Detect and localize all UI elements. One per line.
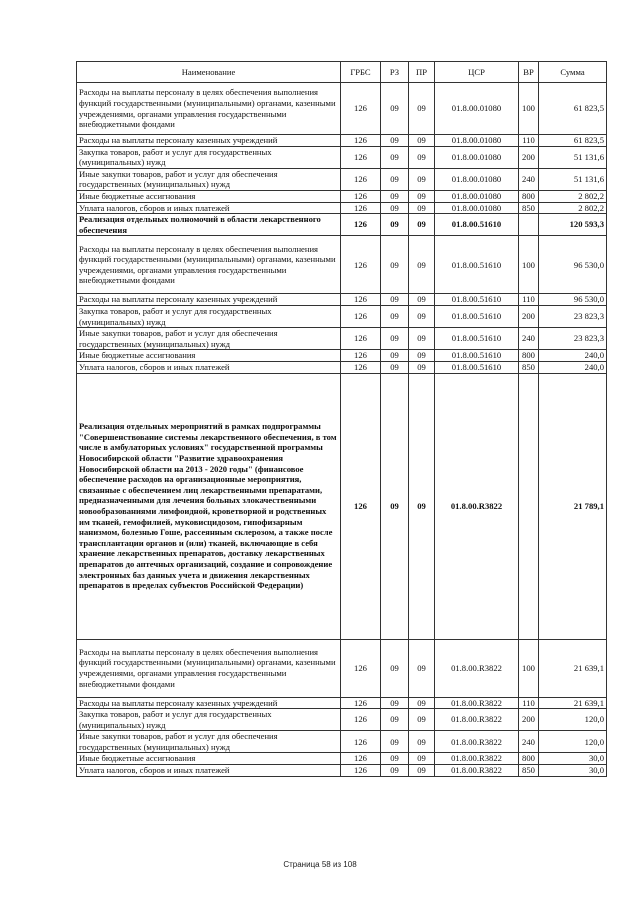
cell-name: Уплата налогов, сборов и иных платежей: [77, 765, 341, 777]
cell-pr: 09: [409, 328, 435, 350]
cell-csr: 01.8.00.01080: [435, 190, 519, 202]
cell-name: Расходы на выплаты персоналу в целях обеспечения выполнения функций государственными (муниципальными) органами, казенными учреждениями, органами управления государственными внебюджетными фондами: [77, 236, 341, 294]
cell-rz: 09: [381, 83, 409, 135]
cell-sum: 2 802,2: [539, 202, 607, 214]
cell-sum: 61 823,5: [539, 135, 607, 147]
cell-csr: 01.8.00.51610: [435, 328, 519, 350]
cell-rz: 09: [381, 214, 409, 236]
cell-rz: 09: [381, 753, 409, 765]
cell-name: Расходы на выплаты персоналу казенных учреждений: [77, 294, 341, 306]
cell-rz: 09: [381, 202, 409, 214]
cell-vr: 800: [519, 753, 539, 765]
cell-csr: 01.8.00.51610: [435, 361, 519, 373]
cell-csr: 01.8.00.R3822: [435, 639, 519, 697]
cell-grbs: 126: [341, 146, 381, 168]
table-row: [77, 709, 607, 731]
cell-pr: 09: [409, 361, 435, 373]
table-row: [77, 697, 607, 709]
cell-csr: 01.8.00.01080: [435, 202, 519, 214]
cell-grbs: 126: [341, 697, 381, 709]
cell-vr: 100: [519, 639, 539, 697]
cell-pr: 09: [409, 202, 435, 214]
header-grbs: ГРБС: [341, 62, 381, 83]
cell-csr: 01.8.00.01080: [435, 146, 519, 168]
cell-grbs: 126: [341, 373, 381, 639]
table-row: [77, 146, 607, 168]
cell-csr: 01.8.00.R3822: [435, 373, 519, 639]
cell-vr: 200: [519, 709, 539, 731]
cell-name: Уплата налогов, сборов и иных платежей: [77, 361, 341, 373]
cell-sum: 51 131,6: [539, 168, 607, 190]
cell-pr: 09: [409, 765, 435, 777]
table-row: [77, 190, 607, 202]
cell-csr: 01.8.00.R3822: [435, 709, 519, 731]
cell-csr: 01.8.00.01080: [435, 168, 519, 190]
cell-vr: 800: [519, 190, 539, 202]
cell-vr: 240: [519, 731, 539, 753]
cell-name: Закупка товаров, работ и услуг для государственных (муниципальных) нужд: [77, 146, 341, 168]
table-row: [77, 373, 607, 639]
cell-vr: 100: [519, 83, 539, 135]
cell-vr: [519, 373, 539, 639]
cell-grbs: 126: [341, 294, 381, 306]
table-row: [77, 361, 607, 373]
cell-grbs: 126: [341, 135, 381, 147]
cell-sum: 120 593,3: [539, 214, 607, 236]
cell-sum: 2 802,2: [539, 190, 607, 202]
header-pr: ПР: [409, 62, 435, 83]
cell-sum: 23 823,3: [539, 305, 607, 327]
cell-sum: 240,0: [539, 350, 607, 362]
cell-name: Иные закупки товаров, работ и услуг для обеспечения государственных (муниципальных) нужд: [77, 168, 341, 190]
cell-name: Реализация отдельных мероприятий в рамках подпрограммы "Совершенствование системы лекарственного обеспечения, в том числе в амбулаторных условиях" государственной программы Новосибирской области "Развитие здравоохранения Новосибирской области на 2013 - 2020 годы" (финансовое обеспечение расходов на организационные мероприятия, связанные с обеспечением лиц лекарственными препаратами, предназначенными для лечения больных злокачественными новообразованиями лимфоидной, кроветворной и родственных им тканей, гемофилией, муковисцидозом, гипофизарным нанизмом, болезнью Гоше, рассеянным склерозом, а также после трансплантации органов и (или) тканей, включающие в себя хранение лекарственных препаратов, доставку лекарственных препаратов до аптечных организаций, создание и сопровождение электронных баз данных учета и движения лекарственных препаратов в пределах субъектов Российской Федерации): [77, 373, 341, 639]
budget-table: [76, 61, 607, 777]
table-row: [77, 350, 607, 362]
cell-grbs: 126: [341, 190, 381, 202]
cell-csr: 01.8.00.51610: [435, 294, 519, 306]
page-number: Страница 58 из 108: [283, 860, 357, 869]
cell-pr: 09: [409, 190, 435, 202]
cell-csr: 01.8.00.R3822: [435, 765, 519, 777]
cell-name: Закупка товаров, работ и услуг для государственных (муниципальных) нужд: [77, 709, 341, 731]
cell-name: Иные закупки товаров, работ и услуг для обеспечения государственных (муниципальных) нужд: [77, 731, 341, 753]
cell-sum: 120,0: [539, 709, 607, 731]
cell-grbs: 126: [341, 709, 381, 731]
cell-csr: 01.8.00.R3822: [435, 753, 519, 765]
cell-name: Закупка товаров, работ и услуг для государственных (муниципальных) нужд: [77, 305, 341, 327]
cell-pr: 09: [409, 373, 435, 639]
cell-grbs: 126: [341, 202, 381, 214]
cell-pr: 09: [409, 214, 435, 236]
cell-rz: 09: [381, 765, 409, 777]
cell-rz: 09: [381, 731, 409, 753]
cell-csr: 01.8.00.51610: [435, 305, 519, 327]
cell-vr: 200: [519, 305, 539, 327]
table-row: [77, 639, 607, 697]
cell-pr: 09: [409, 168, 435, 190]
cell-rz: 09: [381, 328, 409, 350]
header-rz: РЗ: [381, 62, 409, 83]
cell-rz: 09: [381, 639, 409, 697]
cell-csr: 01.8.00.R3822: [435, 731, 519, 753]
cell-sum: 30,0: [539, 765, 607, 777]
cell-grbs: 126: [341, 305, 381, 327]
cell-name: Уплата налогов, сборов и иных платежей: [77, 202, 341, 214]
cell-grbs: 126: [341, 328, 381, 350]
header-sum: Сумма: [539, 62, 607, 83]
cell-rz: 09: [381, 135, 409, 147]
cell-grbs: 126: [341, 765, 381, 777]
cell-sum: 61 823,5: [539, 83, 607, 135]
cell-grbs: 126: [341, 236, 381, 294]
cell-pr: 09: [409, 639, 435, 697]
cell-vr: 850: [519, 765, 539, 777]
cell-name: Расходы на выплаты персоналу в целях обеспечения выполнения функций государственными (муниципальными) органами, казенными учреждениями, органами управления государственными внебюджетными фондами: [77, 639, 341, 697]
cell-name: Иные бюджетные ассигнования: [77, 753, 341, 765]
cell-name: Расходы на выплаты персоналу казенных учреждений: [77, 135, 341, 147]
cell-pr: 09: [409, 236, 435, 294]
cell-pr: 09: [409, 709, 435, 731]
table-row: [77, 753, 607, 765]
header-csr: ЦСР: [435, 62, 519, 83]
cell-rz: 09: [381, 361, 409, 373]
cell-sum: 23 823,3: [539, 328, 607, 350]
cell-rz: 09: [381, 168, 409, 190]
cell-pr: 09: [409, 697, 435, 709]
header-name: Наименование: [77, 62, 341, 83]
cell-csr: 01.8.00.51610: [435, 214, 519, 236]
cell-vr: 100: [519, 236, 539, 294]
cell-vr: 850: [519, 361, 539, 373]
cell-rz: 09: [381, 373, 409, 639]
cell-grbs: 126: [341, 361, 381, 373]
cell-sum: 120,0: [539, 731, 607, 753]
table-row: [77, 135, 607, 147]
cell-rz: 09: [381, 697, 409, 709]
table-row: [77, 83, 607, 135]
cell-rz: 09: [381, 190, 409, 202]
cell-sum: 30,0: [539, 753, 607, 765]
cell-pr: 09: [409, 305, 435, 327]
cell-pr: 09: [409, 135, 435, 147]
cell-grbs: 126: [341, 350, 381, 362]
cell-csr: 01.8.00.01080: [435, 83, 519, 135]
cell-pr: 09: [409, 146, 435, 168]
cell-name: Реализация отдельных полномочий в области лекарственного обеспечения: [77, 214, 341, 236]
cell-rz: 09: [381, 305, 409, 327]
cell-grbs: 126: [341, 639, 381, 697]
cell-pr: 09: [409, 731, 435, 753]
cell-name: Расходы на выплаты персоналу в целях обеспечения выполнения функций государственными (муниципальными) органами, казенными учреждениями, органами управления государственными внебюджетными фондами: [77, 83, 341, 135]
cell-vr: 850: [519, 202, 539, 214]
cell-pr: 09: [409, 83, 435, 135]
cell-vr: 200: [519, 146, 539, 168]
cell-rz: 09: [381, 709, 409, 731]
cell-name: Иные бюджетные ассигнования: [77, 190, 341, 202]
cell-vr: 800: [519, 350, 539, 362]
cell-sum: 96 530,0: [539, 294, 607, 306]
table-row: [77, 168, 607, 190]
cell-csr: 01.8.00.01080: [435, 135, 519, 147]
table-row: [77, 328, 607, 350]
table-row: [77, 202, 607, 214]
table-row: [77, 294, 607, 306]
table-row: [77, 236, 607, 294]
cell-csr: 01.8.00.51610: [435, 236, 519, 294]
cell-csr: 01.8.00.R3822: [435, 697, 519, 709]
cell-grbs: 126: [341, 83, 381, 135]
cell-sum: 51 131,6: [539, 146, 607, 168]
table-row: [77, 731, 607, 753]
cell-sum: 96 530,0: [539, 236, 607, 294]
table-row: [77, 305, 607, 327]
cell-name: Иные закупки товаров, работ и услуг для обеспечения государственных (муниципальных) нужд: [77, 328, 341, 350]
cell-rz: 09: [381, 350, 409, 362]
cell-grbs: 126: [341, 214, 381, 236]
cell-vr: 110: [519, 697, 539, 709]
table-header-row: [77, 62, 607, 83]
cell-vr: 240: [519, 168, 539, 190]
cell-csr: 01.8.00.51610: [435, 350, 519, 362]
cell-grbs: 126: [341, 753, 381, 765]
table-row: [77, 765, 607, 777]
cell-vr: 110: [519, 135, 539, 147]
cell-vr: 110: [519, 294, 539, 306]
cell-pr: 09: [409, 753, 435, 765]
cell-rz: 09: [381, 294, 409, 306]
table-row: [77, 214, 607, 236]
cell-name: Расходы на выплаты персоналу казенных учреждений: [77, 697, 341, 709]
cell-rz: 09: [381, 146, 409, 168]
cell-sum: 21 789,1: [539, 373, 607, 639]
cell-pr: 09: [409, 350, 435, 362]
cell-vr: 240: [519, 328, 539, 350]
cell-sum: 21 639,1: [539, 639, 607, 697]
cell-vr: [519, 214, 539, 236]
cell-grbs: 126: [341, 168, 381, 190]
cell-rz: 09: [381, 236, 409, 294]
cell-grbs: 126: [341, 731, 381, 753]
cell-name: Иные бюджетные ассигнования: [77, 350, 341, 362]
cell-sum: 240,0: [539, 361, 607, 373]
cell-pr: 09: [409, 294, 435, 306]
cell-sum: 21 639,1: [539, 697, 607, 709]
header-vr: ВР: [519, 62, 539, 83]
